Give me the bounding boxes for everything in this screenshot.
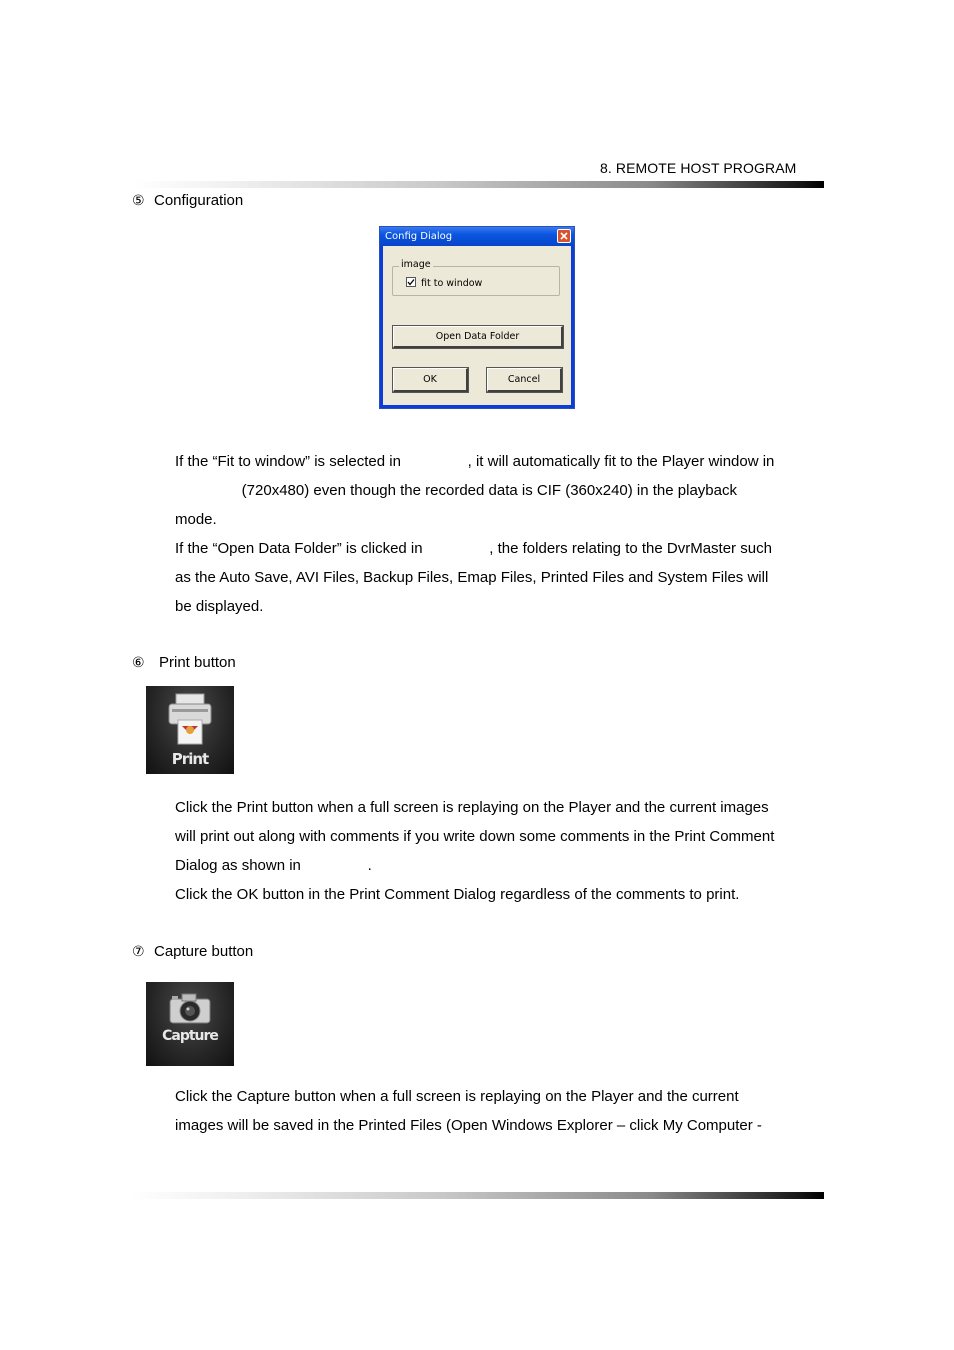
section-title: Capture button	[154, 943, 254, 960]
image-groupbox	[392, 259, 560, 296]
fit-to-window-checkbox[interactable]	[406, 277, 482, 289]
section-configuration-heading	[132, 192, 243, 209]
section-number: ⑦	[132, 944, 145, 960]
header-rule	[130, 181, 824, 188]
checkbox-checked-icon[interactable]	[406, 277, 416, 287]
cancel-button[interactable]: Cancel	[487, 368, 562, 392]
page-header-title: 8. REMOTE HOST PROGRAM	[600, 160, 797, 176]
print-description	[175, 793, 774, 909]
config-description	[175, 447, 774, 621]
section-title: Configuration	[154, 192, 244, 209]
text-line: If the “Fit to window” is selected in , it will automatically fit to the Player window in	[175, 453, 775, 470]
text-line: Click the Print button when a full screen is replaying on the Player and the current images	[175, 799, 769, 816]
text-line: mode.	[175, 511, 217, 528]
config-dialog	[379, 226, 575, 409]
text-line: will print out along with comments if you write down some comments in the Print Comment	[175, 828, 775, 845]
capture-button-image	[146, 982, 234, 1066]
capture-description	[175, 1082, 762, 1140]
ok-button[interactable]: OK	[393, 368, 468, 392]
section-print-heading	[132, 654, 236, 671]
print-button-image	[146, 686, 234, 774]
section-title: Print button	[159, 654, 236, 671]
printer-icon	[166, 692, 214, 748]
section-number: ⑥	[132, 655, 145, 671]
section-number: ⑤	[132, 193, 145, 209]
print-label: Print	[171, 750, 209, 768]
section-capture-heading	[132, 943, 253, 960]
text-line: be displayed.	[175, 598, 264, 615]
text-line: (720x480) even though the recorded data is CIF (360x240) in the playback	[175, 482, 737, 499]
dialog-body	[383, 246, 571, 405]
checkbox-label: fit to window	[421, 278, 483, 289]
text-line: Click the Capture button when a full screen is replaying on the Player and the current	[175, 1088, 739, 1105]
capture-label: Capture	[162, 1028, 218, 1044]
dialog-title-bar[interactable]	[380, 227, 574, 246]
text-line: Click the OK button in the Print Comment Dialog regardless of the comments to print.	[175, 886, 740, 903]
text-line: images will be saved in the Printed Files (Open Windows Explorer – click My Computer -	[175, 1117, 762, 1134]
footer-rule	[130, 1192, 824, 1199]
groupbox-label: image	[401, 259, 431, 270]
dialog-title: Config Dialog	[385, 231, 453, 242]
camera-icon	[166, 992, 214, 1026]
text-line: as the Auto Save, AVI Files, Backup Files, Emap Files, Printed Files and System Files will	[175, 569, 769, 586]
text-line: Dialog as shown in .	[175, 857, 372, 874]
close-icon[interactable]	[557, 229, 571, 243]
text-line: If the “Open Data Folder” is clicked in , the folders relating to the DvrMaster such	[175, 540, 772, 557]
open-data-folder-button[interactable]: Open Data Folder	[393, 326, 563, 348]
